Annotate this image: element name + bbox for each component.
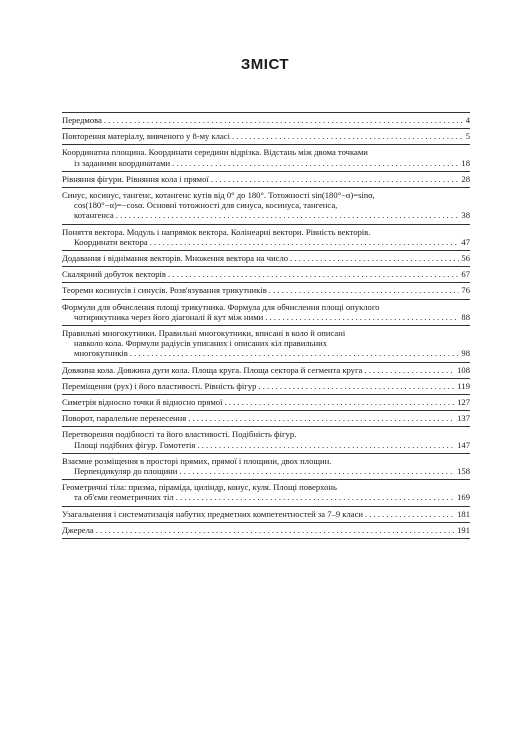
toc-page-number: 108 (457, 364, 470, 375)
toc-entry (62, 267, 470, 283)
toc-page-number: 88 (461, 311, 470, 322)
dot-leader (116, 210, 460, 220)
dot-leader (224, 397, 455, 407)
toc-entry-line (62, 328, 470, 338)
toc-entry-title: Теореми косинусів і синусів. Розв'язування трикутників (62, 285, 267, 296)
toc-entry-title: Джерела (62, 524, 94, 535)
toc-entry-title: Координати вектора (74, 236, 148, 247)
toc-entry-title: та об'єми геометричних тіл (74, 492, 174, 503)
toc-entry-title: котангенса (74, 210, 114, 221)
toc-entry-line (62, 174, 470, 184)
toc-entry-line (62, 312, 470, 322)
toc-entry (62, 188, 470, 225)
toc-entry-line (62, 302, 470, 312)
dot-leader (179, 466, 455, 476)
toc-entry-line (62, 525, 470, 535)
dot-leader (232, 131, 464, 141)
toc-page-number: 5 (465, 131, 470, 142)
toc-entry-title: чотирикутника через його діагоналі й кут між ними (74, 311, 264, 322)
toc-entry (62, 454, 470, 480)
toc-page-number: 98 (461, 348, 470, 359)
toc-page-number: 28 (461, 173, 470, 184)
toc-entry-line (62, 158, 470, 168)
toc-entry-title: Перетворення подібності та його властивості. Подібність фігур. (62, 429, 297, 440)
toc-entry-title: Геометричні тіла: призма, піраміда, циліндр, конус, куля. Площі поверхонь (62, 482, 337, 493)
toc-entry-title: Повторення матеріалу, вивченого у 8-му класі (62, 131, 230, 142)
toc-entry-line (62, 227, 470, 237)
dot-leader (176, 492, 455, 502)
toc-page-number: 191 (457, 524, 470, 535)
toc-entry-line (62, 413, 470, 423)
toc-entry-line (62, 492, 470, 502)
toc-entry-title: Передмова (62, 115, 102, 125)
toc-entry-line (62, 147, 470, 157)
toc-entry-title: Площі подібних фігур. Гомотетія (74, 439, 196, 450)
toc-entry-line (62, 200, 470, 210)
toc-page-number: 137 (457, 413, 470, 424)
toc-entry-title: Поворот, паралельне перенесення (62, 413, 187, 424)
toc-entry-title: Переміщення (рух) і його властивості. Рівність фігур (62, 380, 257, 391)
toc-page-number: 169 (457, 492, 470, 503)
toc-entry (62, 411, 470, 427)
toc-entry-title: Координатна площина. Координати середини відрізка. Відстань між двома точками (62, 147, 368, 158)
toc-entry-title: Правильні многокутники. Правильні многокутники, вписані в коло й описані (62, 328, 346, 339)
toc-entry (62, 480, 470, 506)
toc-entry (62, 363, 470, 379)
toc-entry-line (62, 115, 470, 125)
toc-page-number: 47 (461, 236, 470, 247)
dot-leader (365, 509, 455, 519)
toc-page-number: 158 (457, 466, 470, 477)
toc-page-number: 56 (461, 253, 470, 264)
toc-page-number: 147 (457, 439, 470, 450)
table-of-contents (62, 112, 470, 539)
toc-entry-line (62, 285, 470, 295)
toc-entry-line (62, 348, 470, 358)
toc-entry-title: Узагальнення і систематизація набутих предметних компетентностей за 7–9 класи (62, 508, 363, 519)
dot-leader (168, 269, 459, 279)
toc-entry-line (62, 456, 470, 466)
toc-entry-line (62, 338, 470, 348)
toc-entry-line (62, 397, 470, 407)
toc-entry (62, 251, 470, 267)
toc-entry (62, 379, 470, 395)
dot-leader (258, 381, 455, 391)
toc-page-number: 181 (457, 508, 470, 519)
dot-leader (104, 115, 464, 125)
toc-page-number: 67 (461, 269, 470, 280)
toc-entry-title: Рівняння фігури. Рівняння кола і прямої (62, 173, 209, 184)
dot-leader (211, 174, 460, 184)
toc-entry (62, 225, 470, 251)
toc-entry-title: Формули для обчислення площі трикутника. Формула для обчислення площі опуклого (62, 301, 380, 312)
toc-page-number: 18 (461, 157, 470, 168)
dot-leader (197, 440, 455, 450)
toc-entry (62, 507, 470, 523)
dot-leader (150, 237, 460, 247)
toc-entry-line (62, 440, 470, 450)
toc-entry-line (62, 131, 470, 141)
toc-entry-line (62, 210, 470, 220)
toc-page-number: 127 (457, 397, 470, 408)
toc-entry-title: Перпендикуляр до площини (74, 466, 178, 477)
toc-entry-line (62, 381, 470, 391)
toc-entry-title: Скалярний добуток векторів (62, 269, 166, 280)
page-title: ЗМІСТ (240, 56, 290, 73)
toc-entry (62, 326, 470, 363)
toc-entry-title: cos(180°−α)=−cosα. Основні тотожності для синуса, косинуса, тангенса, (74, 200, 338, 211)
toc-page-number: 4 (465, 115, 470, 125)
toc-entry (62, 283, 470, 299)
toc-entry-line (62, 365, 470, 375)
toc-entry-line (62, 482, 470, 492)
dot-leader (269, 285, 460, 295)
toc-entry-line (62, 190, 470, 200)
toc-page-number: 119 (457, 380, 470, 391)
toc-entry (62, 129, 470, 145)
toc-entry (62, 145, 470, 171)
toc-entry (62, 112, 470, 129)
dot-leader (130, 348, 460, 358)
toc-entry-title: із заданими координатами (74, 157, 171, 168)
toc-entry-line (62, 429, 470, 439)
toc-entry-title: Поняття вектора. Модуль і напрямок вектора. Колінеарні вектори. Рівність векторів. (62, 226, 371, 237)
toc-entry-title: Довжина кола. Довжина дуги кола. Площа круга. Площа сектора й сегмента круга (62, 364, 363, 375)
toc-entry-title: Додавання і віднімання векторів. Множення вектора на число (62, 253, 289, 264)
toc-entry (62, 300, 470, 326)
dot-leader (188, 413, 455, 423)
dot-leader (290, 253, 459, 263)
toc-entry-line (62, 269, 470, 279)
toc-entry-line (62, 237, 470, 247)
toc-entry (62, 172, 470, 188)
toc-entry (62, 523, 470, 539)
toc-entry-title: Синус, косинус, тангенс, котангенс кутів від 0° до 180°. Тотожності sin(180°−α)=sinα, (62, 190, 375, 201)
toc-page-number: 38 (461, 210, 470, 221)
toc-entry-title: Симетрія відносно точки й відносно прямої (62, 397, 223, 408)
toc-entry-line (62, 509, 470, 519)
toc-page-number: 76 (461, 285, 470, 296)
toc-entry (62, 427, 470, 453)
toc-entry-line (62, 466, 470, 476)
toc-entry-title: многокутників (74, 348, 128, 359)
toc-entry-line (62, 253, 470, 263)
toc-entry-title: Взаємне розміщення в просторі прямих, прямої і площини, двох площин. (62, 455, 332, 466)
dot-leader (96, 525, 455, 535)
dot-leader (265, 312, 459, 322)
dot-leader (172, 158, 459, 168)
toc-entry (62, 395, 470, 411)
dot-leader (364, 365, 455, 375)
toc-entry-title: навколо кола. Формули радіусів уписаних і описаних кіл правильних (74, 338, 328, 349)
